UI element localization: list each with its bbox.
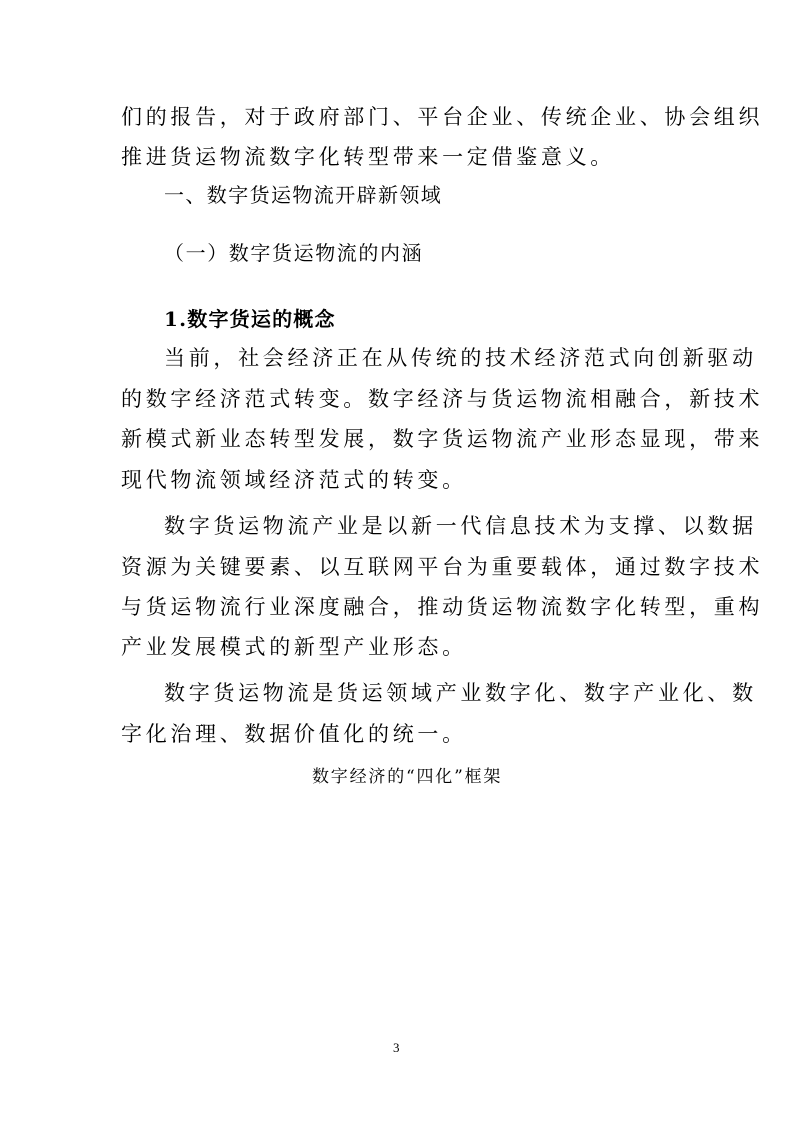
page-number: 3 — [393, 1040, 400, 1055]
paragraph-1-line-1: 当前，社会经济正在从传统的技术经济范式向创新驱动 — [164, 346, 757, 370]
paragraph-2-line-3: 与货运物流行业深度融合，推动货运物流数字化转型，重构 — [121, 595, 764, 619]
paragraph-2-line-2: 资源为关键要素、以互联网平台为重要载体，通过数字技术 — [121, 555, 764, 579]
paragraph-3-line-1: 数字货运物流是货运领域产业数字化、数字产业化、数 — [164, 681, 757, 705]
paragraph-1-line-3: 新模式新业态转型发展，数字货运物流产业形态显现，带来 — [121, 427, 764, 451]
section-heading: 一、数字货运物流开辟新领域 — [164, 183, 443, 207]
intro-line-1: 们的报告，对于政府部门、平台企业、传统企业、协会组织 — [121, 105, 764, 129]
paragraph-3-line-2: 字化治理、数据价值化的统一。 — [121, 722, 467, 746]
figure-caption: 数字经济的“四化”框架 — [312, 767, 503, 787]
paragraph-2-line-4: 产业发展模式的新型产业形态。 — [121, 635, 467, 659]
subsection-heading: （一）数字货运物流的内涵 — [164, 241, 424, 265]
paragraph-1-line-2: 的数字经济范式转变。数字经济与货运物流相融合，新技术 — [121, 387, 764, 411]
paragraph-1-line-4: 现代物流领域经济范式的转变。 — [121, 468, 467, 492]
item-heading: 1.数字货运的概念 — [164, 307, 336, 331]
intro-line-2: 推进货运物流数字化转型带来一定借鉴意义。 — [121, 145, 615, 169]
paragraph-2-line-1: 数字货运物流产业是以新一代信息技术为支撑、以数据 — [164, 514, 757, 538]
